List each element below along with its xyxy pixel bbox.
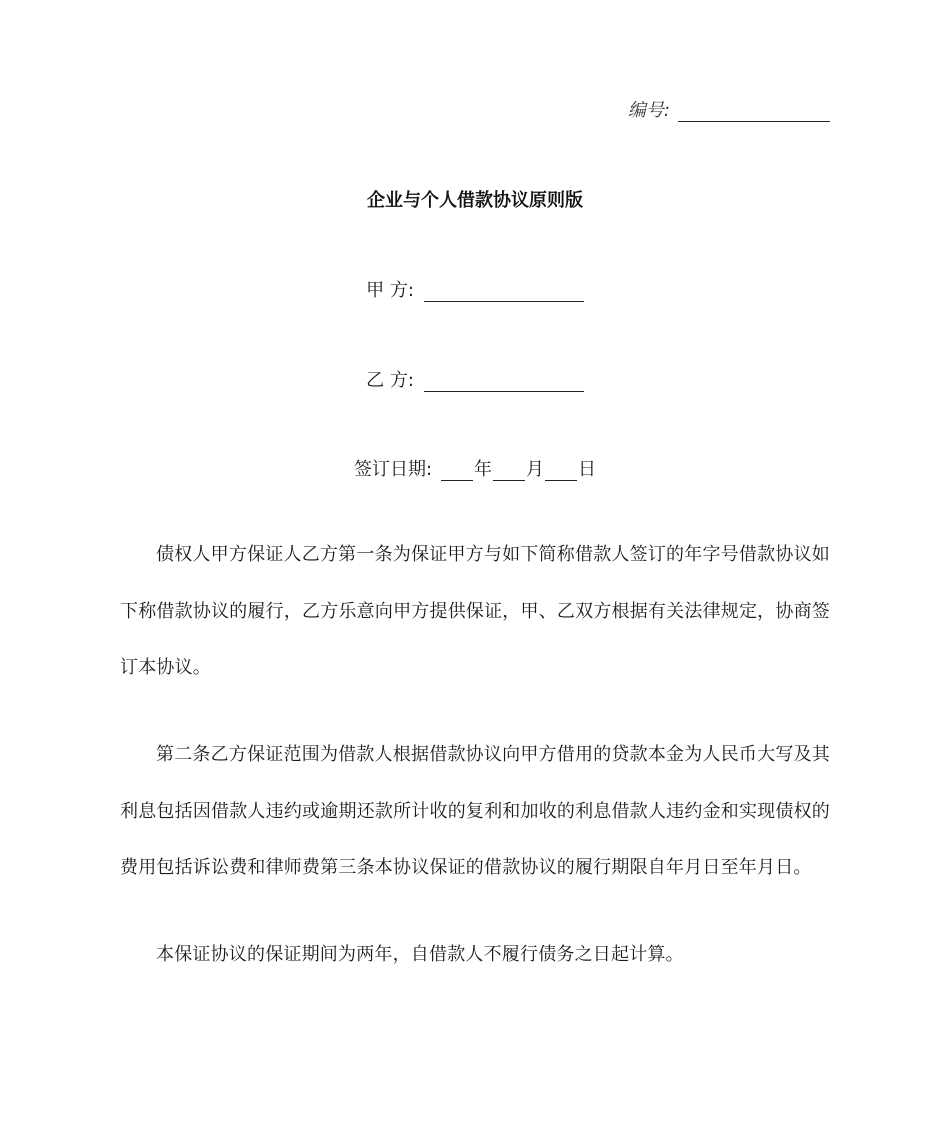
day-label: 日 — [578, 459, 597, 480]
paragraph-preamble: 债权人甲方保证人乙方第一条为保证甲方与如下简称借款人签订的年字号借款协议如下称借款协议的履行，乙方乐意向甲方提供保证，甲、乙双方根据有关法律规定，协商签订本协议。 — [120, 544, 830, 678]
party-a-field — [0, 276, 950, 302]
party-a-label: 甲 方: — [366, 280, 414, 301]
year-blank — [441, 460, 473, 481]
year-label: 年 — [474, 459, 493, 480]
signing-date-field — [0, 455, 950, 481]
paragraph-guarantee-scope: 第二条乙方保证范围为借款人根据借款协议向甲方借用的贷款本金为人民币大写及其利息包括因借款人违约或逾期还款所计收的复利和加收的利息借款人违约金和实现债权的费用包括诉讼费和律师费第三条本协议保证的借款协议的履行期限自年月日至年月日。 — [120, 744, 830, 878]
party-b-label: 乙 方: — [366, 370, 414, 391]
month-label: 月 — [526, 459, 545, 480]
month-blank — [493, 460, 525, 481]
serial-number-field — [628, 96, 830, 122]
paragraph-guarantee-period: 本保证协议的保证期间为两年，自借款人不履行债务之日起计算。 — [156, 944, 684, 965]
serial-number-label: 编号: — [627, 100, 670, 121]
serial-number-blank — [678, 101, 830, 122]
party-b-blank — [424, 371, 584, 392]
document-title: 企业与个人借款协议原则版 — [367, 190, 583, 211]
party-b-field — [0, 366, 950, 392]
day-blank — [545, 460, 577, 481]
signing-date-label: 签订日期: — [353, 459, 433, 480]
party-a-blank — [424, 281, 584, 302]
